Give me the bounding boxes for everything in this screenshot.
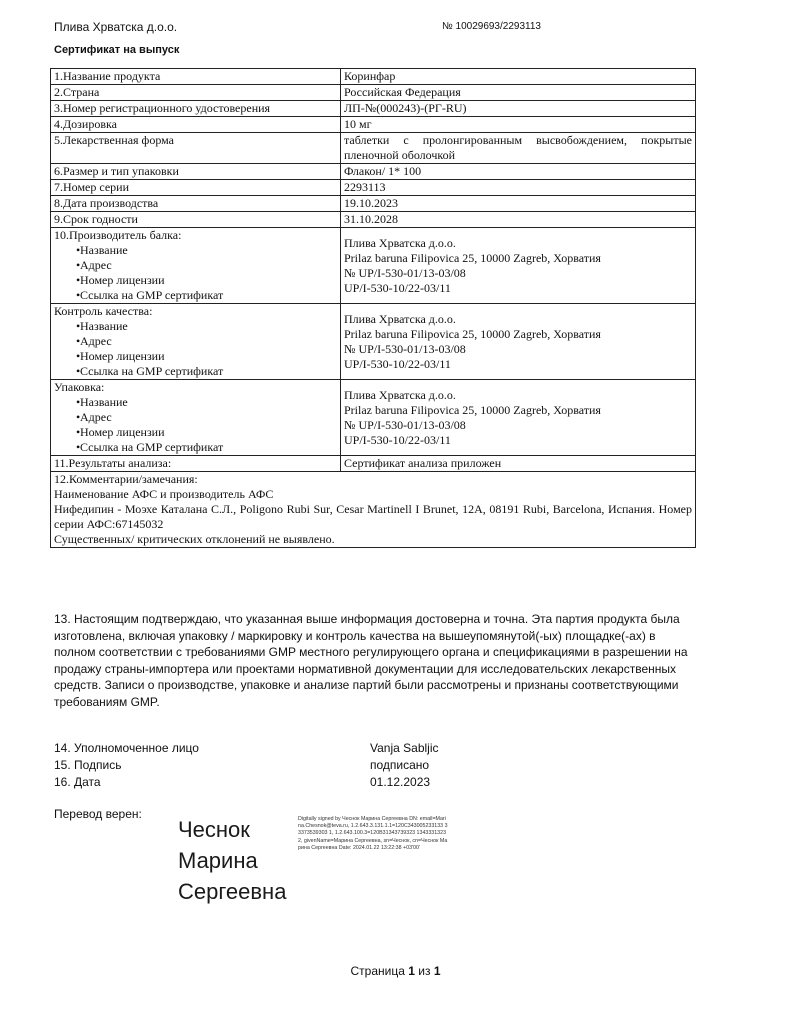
- section-value: Плива Хрватска д.о.о.: [344, 312, 456, 326]
- page-footer: [0, 964, 791, 978]
- table-row: [51, 164, 696, 180]
- document-number: № 10029693/2293113: [442, 21, 541, 32]
- section-value: Prilaz baruna Filipovica 25, 10000 Zagreb, Хорватия: [344, 403, 601, 417]
- row-value: ЛП-№(000243)-(РГ-RU): [341, 101, 696, 117]
- row-label: 5.Лекарственная форма: [51, 133, 341, 164]
- section-value: UP/I-530-10/22-03/11: [344, 433, 451, 447]
- section-labels: [51, 228, 341, 304]
- comments-line: Наименование АФС и производитель АФС: [54, 487, 274, 501]
- section-value: UP/I-530-10/22-03/11: [344, 281, 451, 295]
- date-value: 01.12.2023: [370, 775, 431, 789]
- section-row-packaging: [51, 380, 696, 456]
- signature-line: Марина: [178, 848, 258, 873]
- certificate-title: Сертификат на выпуск: [54, 44, 180, 56]
- statement-paragraph: 13. Настоящим подтверждаю, что указанная выше информация достоверна и точна. Эта партия продукта была изготовлена, включая упаковку / маркировку и контроль качества на вышеупомянутой(-ых) площадке(-ах) в полном соответствии с требованиями GMP местного регулирующего органа и спецификациями в разрешении на продажу страны-импортера или проектами нормативной документации для исследовательских лекарственных средств. Записи о производстве, упаковке и анализе партий были рассмотрены и признаны соответствующими требованиям GMP.: [54, 612, 688, 709]
- section-value: № UP/I-530-01/13-03/08: [344, 266, 466, 280]
- signature-line: Чеснок: [178, 817, 250, 842]
- comments-heading: 12.Комментарии/замечания:: [54, 472, 198, 486]
- section-row-quality-control: [51, 304, 696, 380]
- table-row: [51, 85, 696, 101]
- section-values: [341, 228, 696, 304]
- section-labels: [51, 380, 341, 456]
- row-value: Флакон/ 1* 100: [341, 164, 696, 180]
- table-row: [51, 69, 696, 85]
- bullet-label: • Адрес: [54, 410, 337, 425]
- comments-line: Нифедипин - Моэхе Каталана С.Л., Poligono Rubi Sur, Cesar Martinell I Brunet, 12A, 08191 Rubi, Barcelona, Испания. Номер серии АФС:67145032: [54, 502, 692, 531]
- table-row: [51, 196, 696, 212]
- table-row: [51, 117, 696, 133]
- row-label: 1.Название продукта: [51, 69, 341, 85]
- page-prefix: Страница: [350, 964, 405, 978]
- row-value: 2293113: [341, 180, 696, 196]
- bullet-label: • Номер лицензии: [54, 273, 337, 288]
- row-label: 7.Номер серии: [51, 180, 341, 196]
- section-value: № UP/I-530-01/13-03/08: [344, 418, 466, 432]
- table-row: [51, 212, 696, 228]
- row-label: 11.Результаты анализа:: [51, 456, 341, 472]
- digital-signature-details: Digitally signed by Чеснок Марина Сергеевна DN: email=Marina.Chesnok@teva.ru, 1.2.643.3.131.1.1=120C343005233133 33373539303 1, 1.2.643.100.3=120B31343739323 1343331323 2, givenName=Марина Сергеевна, sn=Чеснок, cn=Чеснок Марина Сергеевна Date: 2024.01.22 13:22:38 +03'00': [298, 816, 448, 851]
- row-label: 3.Номер регистрационного удостоверения: [51, 101, 341, 117]
- section-value: UP/I-530-10/22-03/11: [344, 357, 451, 371]
- section-heading: Контроль качества:: [54, 304, 153, 318]
- page-total: 1: [433, 964, 441, 978]
- section-values: [341, 380, 696, 456]
- comments-cell: [51, 472, 696, 548]
- bullet-label: • Название: [54, 395, 337, 410]
- signature-label: 15. Подпись: [54, 758, 122, 772]
- bullet-label: • Ссылка на GMP сертификат: [54, 440, 337, 455]
- authorized-person-value: Vanja Sabljic: [370, 741, 439, 755]
- row-value: Сертификат анализа приложен: [341, 456, 696, 472]
- row-label: 2.Страна: [51, 85, 341, 101]
- section-value: Prilaz baruna Filipovica 25, 10000 Zagreb, Хорватия: [344, 327, 601, 341]
- authorized-person-label: 14. Уполномоченное лицо: [54, 741, 199, 755]
- signature-value: подписано: [370, 758, 430, 772]
- row-value: таблетки с пролонгированным высвобождением, покрытые пленочной оболочкой: [341, 133, 696, 164]
- bullet-label: • Ссылка на GMP сертификат: [54, 364, 337, 379]
- page-number: 1: [408, 964, 415, 978]
- row-label: 8.Дата производства: [51, 196, 341, 212]
- bullet-label: • Адрес: [54, 334, 337, 349]
- bullet-label: • Ссылка на GMP сертификат: [54, 288, 337, 303]
- section-value: Prilaz baruna Filipovica 25, 10000 Zagreb, Хорватия: [344, 251, 601, 265]
- table-row: [51, 101, 696, 117]
- section-value: Плива Хрватска д.о.о.: [344, 236, 456, 250]
- row-value: Коринфар: [341, 69, 696, 85]
- section-value: № UP/I-530-01/13-03/08: [344, 342, 466, 356]
- row-label: 6.Размер и тип упаковки: [51, 164, 341, 180]
- table-row: [51, 180, 696, 196]
- bullet-label: • Номер лицензии: [54, 349, 337, 364]
- table-row: [51, 456, 696, 472]
- section-values: [341, 304, 696, 380]
- section-labels: [51, 304, 341, 380]
- comments-line: Существенных/ критических отклонений не выявлено.: [54, 532, 335, 546]
- digital-signature-name: [178, 814, 286, 907]
- row-value: 10 мг: [341, 117, 696, 133]
- section-heading: 10.Производитель балка:: [54, 228, 182, 242]
- table-row: [51, 133, 696, 164]
- translation-label: Перевод верен:: [54, 807, 142, 821]
- section-row-manufacturer: [51, 228, 696, 304]
- section-heading: Упаковка:: [54, 380, 105, 394]
- page-of: из: [418, 964, 431, 978]
- row-label: 4.Дозировка: [51, 117, 341, 133]
- section-value: Плива Хрватска д.о.о.: [344, 388, 456, 402]
- company-name: Плива Хрватска д.о.о.: [54, 20, 178, 34]
- bullet-label: • Название: [54, 243, 337, 258]
- bullet-label: • Адрес: [54, 258, 337, 273]
- row-value: Российская Федерация: [341, 85, 696, 101]
- row-value: 31.10.2028: [341, 212, 696, 228]
- date-label: 16. Дата: [54, 775, 101, 789]
- row-value: 19.10.2023: [341, 196, 696, 212]
- bullet-label: • Название: [54, 319, 337, 334]
- comments-row: [51, 472, 696, 548]
- signature-line: Сергеевна: [178, 879, 287, 904]
- row-label: 9.Срок годности: [51, 212, 341, 228]
- bullet-label: • Номер лицензии: [54, 425, 337, 440]
- certificate-table: [50, 68, 696, 548]
